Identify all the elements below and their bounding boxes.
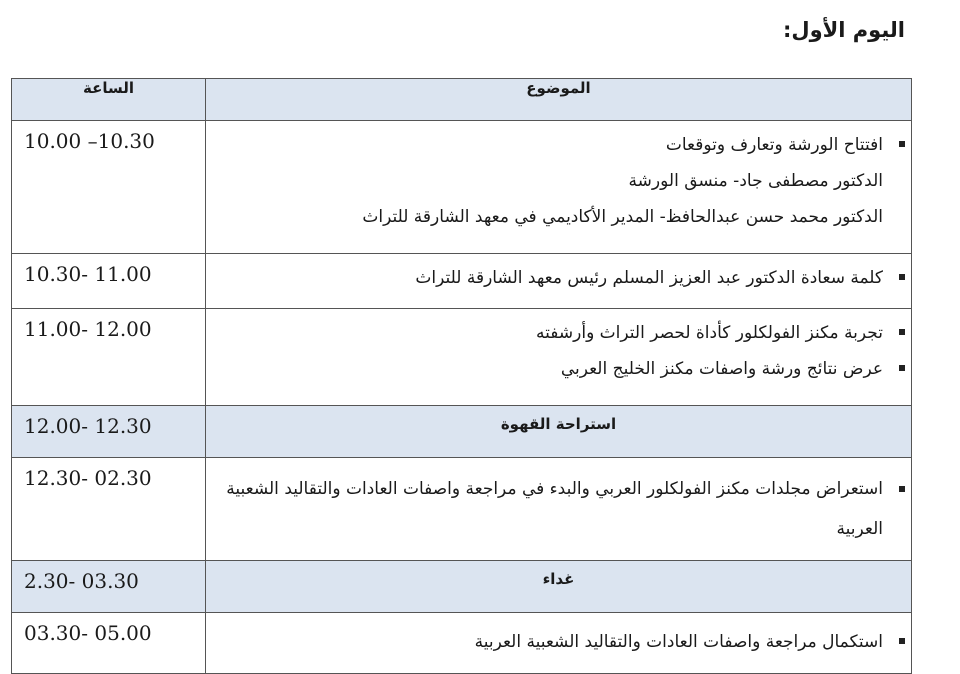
- square-bullet-icon: [899, 486, 905, 492]
- item-text: كلمة سعادة الدكتور عبد العزيز المسلم رئيس معهد الشارقة للتراث: [415, 268, 883, 288]
- time-cell: 12.00- 12.30: [12, 406, 206, 458]
- item-text: استعراض مجلدات مكنز الفولكلور العربي والبدء في مراجعة واصفات العادات والتقاليد الشعبية العربية: [226, 479, 883, 539]
- item-text: الدكتور محمد حسن عبدالحافظ- المدير الأكاديمي في معهد الشارقة للتراث: [362, 207, 883, 227]
- time-cell: 03.30- 05.00: [12, 613, 206, 674]
- list-item: [216, 260, 883, 296]
- list-item: [216, 315, 883, 351]
- table-row-break: [12, 561, 912, 613]
- table-row: [12, 121, 912, 254]
- topic-cell: [206, 613, 912, 674]
- square-bullet-icon: [899, 365, 905, 371]
- list-item: [216, 619, 883, 660]
- time-cell: 2.30- 03.30: [12, 561, 206, 613]
- topic-cell: [206, 309, 912, 406]
- square-bullet-icon: [899, 141, 905, 147]
- square-bullet-icon: [899, 274, 905, 280]
- list-item: [216, 464, 883, 554]
- column-header-time: الساعة: [12, 79, 206, 121]
- table-row: [12, 309, 912, 406]
- table-row-break: [12, 406, 912, 458]
- list-item: [216, 351, 883, 387]
- square-bullet-icon: [899, 329, 905, 335]
- square-bullet-icon: [899, 638, 905, 644]
- break-label: غداء: [206, 561, 912, 613]
- time-cell: 10.30- 11.00: [12, 254, 206, 309]
- schedule-table: [11, 78, 912, 674]
- item-text: افتتاح الورشة وتعارف وتوقعات: [665, 135, 883, 155]
- topic-cell: [206, 458, 912, 561]
- topic-cell: [206, 254, 912, 309]
- time-cell: 11.00- 12.00: [12, 309, 206, 406]
- item-text: تجربة مكنز الفولكلور كأداة لحصر التراث وأرشفته: [536, 323, 883, 343]
- table-row: [12, 458, 912, 561]
- item-text: عرض نتائج ورشة واصفات مكنز الخليج العربي: [560, 359, 883, 379]
- break-label: استراحة القهوة: [206, 406, 912, 458]
- table-header-row: [12, 79, 912, 121]
- time-cell: 12.30- 02.30: [12, 458, 206, 561]
- column-header-topic: الموضوع: [206, 79, 912, 121]
- list-item: [216, 163, 883, 199]
- day-heading: اليوم الأول:: [782, 18, 905, 42]
- time-cell: 10.00 –10.30: [12, 121, 206, 254]
- list-item: [216, 199, 883, 235]
- table-row: [12, 613, 912, 674]
- list-item: [216, 127, 883, 163]
- table-row: [12, 254, 912, 309]
- item-text: استكمال مراجعة واصفات العادات والتقاليد الشعبية العربية: [474, 632, 883, 652]
- item-text: الدكتور مصطفى جاد- منسق الورشة: [628, 171, 883, 191]
- topic-cell: [206, 121, 912, 254]
